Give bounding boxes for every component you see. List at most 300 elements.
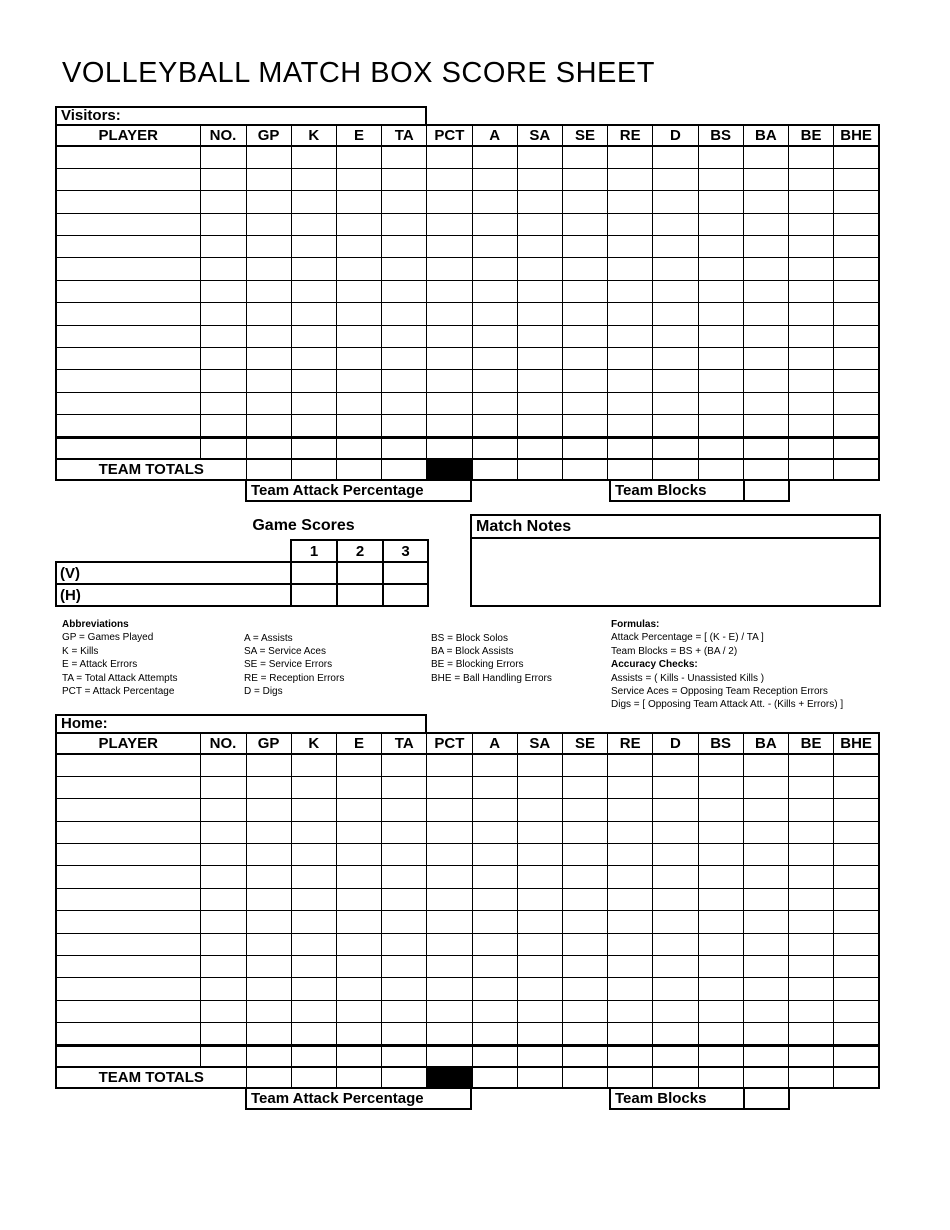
stat-cell: [698, 146, 743, 168]
stat-cell: [562, 258, 607, 280]
stat-cell: [291, 799, 336, 821]
stat-cell: [246, 776, 291, 798]
stat-cell: [472, 213, 517, 235]
column-header-be: BE: [788, 733, 833, 754]
stat-cell: [336, 303, 381, 325]
stat-cell: [472, 325, 517, 347]
stat-cell: [834, 933, 879, 955]
stat-cell: [291, 866, 336, 888]
stat-cell: [291, 1045, 336, 1067]
stats-header-row: [56, 125, 879, 146]
stat-cell: [698, 776, 743, 798]
stat-cell: [200, 392, 246, 414]
stat-cell: [788, 392, 833, 414]
stat-cell: [427, 348, 472, 370]
stat-cell: [472, 933, 517, 955]
stat-cell: [336, 168, 381, 190]
total-cell: [653, 1067, 698, 1088]
stat-cell: [517, 280, 562, 302]
stat-cell: [200, 844, 246, 866]
stat-cell: [788, 1045, 833, 1067]
stat-cell: [472, 866, 517, 888]
stat-cell: [246, 325, 291, 347]
stat-cell: [427, 888, 472, 910]
stat-cell: [698, 821, 743, 843]
stat-cell: [382, 258, 427, 280]
player-name-cell: [56, 866, 200, 888]
column-header-ta: TA: [382, 125, 427, 146]
stat-cell: [743, 1000, 788, 1022]
stat-cell: [200, 956, 246, 978]
home-row-label: (H): [56, 584, 291, 606]
stat-cell: [382, 392, 427, 414]
stat-cell: [382, 844, 427, 866]
stat-cell: [382, 888, 427, 910]
total-cell: [382, 1067, 427, 1088]
stat-cell: [200, 213, 246, 235]
stat-cell: [834, 799, 879, 821]
stat-cell: [382, 325, 427, 347]
stat-cell: [427, 978, 472, 1000]
stat-cell: [743, 258, 788, 280]
stat-cell: [653, 437, 698, 459]
stat-cell: [562, 956, 607, 978]
stat-cell: [562, 437, 607, 459]
stat-cell: [246, 956, 291, 978]
player-row: [56, 236, 879, 258]
stat-cell: [472, 844, 517, 866]
player-row: [56, 821, 879, 843]
total-cell: [788, 459, 833, 480]
stat-cell: [562, 933, 607, 955]
stat-cell: [382, 1000, 427, 1022]
stat-cell: [788, 888, 833, 910]
stat-cell: [653, 392, 698, 414]
match-notes-title: Match Notes: [472, 516, 879, 539]
stat-cell: [517, 325, 562, 347]
player-name-cell: [56, 1000, 200, 1022]
abbreviation-line: E = Attack Errors: [62, 659, 138, 671]
stat-cell: [698, 844, 743, 866]
stat-cell: [743, 866, 788, 888]
player-row: [56, 1023, 879, 1045]
stat-cell: [788, 348, 833, 370]
accuracy-check-line: Service Aces = Opposing Team Reception Errors: [611, 686, 828, 698]
stat-cell: [472, 168, 517, 190]
stat-cell: [653, 348, 698, 370]
stat-cell: [608, 146, 653, 168]
stat-cell: [698, 933, 743, 955]
stat-cell: [608, 978, 653, 1000]
stat-cell: [517, 348, 562, 370]
stat-cell: [427, 303, 472, 325]
team-blocks-label: Team Blocks: [609, 479, 745, 502]
stat-cell: [608, 191, 653, 213]
player-row: [56, 280, 879, 302]
stat-cell: [698, 956, 743, 978]
column-header-player: PLAYER: [56, 125, 200, 146]
stat-cell: [653, 191, 698, 213]
player-name-cell: [56, 415, 200, 437]
stat-cell: [427, 437, 472, 459]
stat-cell: [291, 1023, 336, 1045]
stat-cell: [743, 1023, 788, 1045]
stat-cell: [653, 213, 698, 235]
stat-cell: [517, 933, 562, 955]
stat-cell: [336, 325, 381, 347]
stat-cell: [608, 325, 653, 347]
stat-cell: [788, 168, 833, 190]
stat-cell: [336, 1045, 381, 1067]
stat-cell: [200, 911, 246, 933]
game-scores-header-spacer: [56, 540, 291, 562]
stat-cell: [788, 799, 833, 821]
stat-cell: [653, 844, 698, 866]
stat-cell: [834, 280, 879, 302]
stat-cell: [336, 348, 381, 370]
stat-cell: [608, 303, 653, 325]
player-name-cell: [56, 888, 200, 910]
stat-cell: [698, 1045, 743, 1067]
stat-cell: [472, 776, 517, 798]
stat-cell: [382, 437, 427, 459]
stat-cell: [246, 303, 291, 325]
stat-cell: [291, 888, 336, 910]
stat-cell: [200, 303, 246, 325]
stat-cell: [427, 799, 472, 821]
stat-cell: [608, 776, 653, 798]
player-row: [56, 415, 879, 437]
column-header-bs: BS: [698, 733, 743, 754]
player-row: [56, 754, 879, 776]
stat-cell: [608, 280, 653, 302]
stat-cell: [427, 236, 472, 258]
stat-cell: [788, 280, 833, 302]
stat-cell: [200, 799, 246, 821]
column-header-ba: BA: [743, 125, 788, 146]
player-name-cell: [56, 325, 200, 347]
stat-cell: [608, 821, 653, 843]
team-blocks-value-cell: [743, 1087, 790, 1110]
stat-cell: [427, 191, 472, 213]
stat-cell: [698, 415, 743, 437]
stat-cell: [246, 978, 291, 1000]
player-name-cell: [56, 146, 200, 168]
player-row: [56, 370, 879, 392]
stat-cell: [698, 325, 743, 347]
visitors-label: Visitors:: [55, 106, 427, 124]
stat-cell: [246, 754, 291, 776]
visitors-summary-row: [55, 481, 881, 504]
stat-cell: [562, 821, 607, 843]
stat-cell: [200, 754, 246, 776]
player-row: [56, 911, 879, 933]
stat-cell: [834, 146, 879, 168]
stat-cell: [743, 888, 788, 910]
stat-cell: [336, 933, 381, 955]
player-name-cell: [56, 370, 200, 392]
stat-cell: [788, 1023, 833, 1045]
stat-cell: [743, 392, 788, 414]
stat-cell: [608, 236, 653, 258]
visitors-stats-table: [55, 124, 880, 481]
stat-cell: [291, 236, 336, 258]
stat-cell: [427, 415, 472, 437]
stat-cell: [517, 888, 562, 910]
stat-cell: [834, 303, 879, 325]
stat-cell: [291, 392, 336, 414]
score-cell: [337, 562, 383, 584]
stat-cell: [698, 866, 743, 888]
stat-cell: [427, 1023, 472, 1045]
stat-cell: [698, 191, 743, 213]
stat-cell: [834, 821, 879, 843]
stat-cell: [653, 754, 698, 776]
stat-cell: [382, 191, 427, 213]
stat-cell: [834, 258, 879, 280]
player-row: [56, 325, 879, 347]
stat-cell: [788, 933, 833, 955]
stat-cell: [427, 280, 472, 302]
player-row: [56, 258, 879, 280]
stat-cell: [291, 821, 336, 843]
stat-cell: [517, 415, 562, 437]
stat-cell: [291, 415, 336, 437]
stat-cell: [834, 978, 879, 1000]
stat-cell: [382, 754, 427, 776]
score-cell: [291, 562, 337, 584]
player-name-cell: [56, 978, 200, 1000]
stat-cell: [743, 1045, 788, 1067]
stat-cell: [291, 280, 336, 302]
stat-cell: [517, 844, 562, 866]
player-name-cell: [56, 933, 200, 955]
total-cell: [382, 459, 427, 480]
stat-cell: [517, 799, 562, 821]
stat-cell: [472, 821, 517, 843]
team-attack-percentage-box: Team Attack Percentage: [245, 479, 472, 502]
column-header-pct: PCT: [427, 125, 472, 146]
player-name-cell: [56, 1045, 200, 1067]
stat-cell: [336, 146, 381, 168]
stat-cell: [472, 415, 517, 437]
player-name-cell: [56, 236, 200, 258]
abbreviation-line: GP = Games Played: [62, 632, 154, 644]
stat-cell: [562, 236, 607, 258]
player-name-cell: [56, 1023, 200, 1045]
stat-cell: [517, 1000, 562, 1022]
team-totals-label: TEAM TOTALS: [56, 1067, 246, 1088]
total-cell: [517, 1067, 562, 1088]
visitor-scores-row: [56, 562, 428, 584]
stat-cell: [246, 392, 291, 414]
column-header-sa: SA: [517, 733, 562, 754]
home-section: [55, 714, 881, 1112]
stat-cell: [472, 258, 517, 280]
stat-cell: [291, 1000, 336, 1022]
abbreviations-column-2: [244, 632, 344, 699]
stat-cell: [698, 799, 743, 821]
stat-cell: [562, 1045, 607, 1067]
column-header-ba: BA: [743, 733, 788, 754]
player-row: [56, 933, 879, 955]
stat-cell: [382, 978, 427, 1000]
stat-cell: [336, 191, 381, 213]
abbreviations-column-3: [431, 632, 552, 686]
stat-cell: [562, 280, 607, 302]
stat-cell: [608, 933, 653, 955]
stat-cell: [743, 754, 788, 776]
stat-cell: [291, 146, 336, 168]
stat-cell: [200, 1045, 246, 1067]
stat-cell: [246, 799, 291, 821]
team-blocks-value-cell: [743, 479, 790, 502]
score-cell: [337, 584, 383, 606]
stat-cell: [336, 370, 381, 392]
stat-cell: [743, 213, 788, 235]
stat-cell: [246, 370, 291, 392]
stat-cell: [291, 348, 336, 370]
stat-cell: [472, 437, 517, 459]
stat-cell: [517, 213, 562, 235]
stat-cell: [472, 303, 517, 325]
stat-cell: [743, 844, 788, 866]
player-name-cell: [56, 303, 200, 325]
stat-cell: [472, 1023, 517, 1045]
stat-cell: [472, 236, 517, 258]
stat-cell: [382, 911, 427, 933]
stat-cell: [834, 437, 879, 459]
stat-cell: [743, 821, 788, 843]
stat-cell: [834, 213, 879, 235]
stat-cell: [472, 392, 517, 414]
score-cell: [383, 562, 428, 584]
match-notes-section: [470, 514, 881, 607]
stat-cell: [608, 258, 653, 280]
player-name-cell: [56, 844, 200, 866]
player-row: [56, 213, 879, 235]
stat-cell: [382, 799, 427, 821]
stat-cell: [382, 956, 427, 978]
player-row: [56, 866, 879, 888]
column-header-be: BE: [788, 125, 833, 146]
column-header-no: NO.: [200, 733, 246, 754]
stat-cell: [608, 754, 653, 776]
player-row: [56, 392, 879, 414]
stat-cell: [246, 1045, 291, 1067]
game-1-column-header: 1: [291, 540, 337, 562]
stat-cell: [382, 415, 427, 437]
stat-cell: [427, 213, 472, 235]
stat-cell: [382, 348, 427, 370]
stat-cell: [743, 933, 788, 955]
stat-cell: [608, 370, 653, 392]
stat-cell: [336, 415, 381, 437]
stat-cell: [788, 370, 833, 392]
stat-cell: [743, 236, 788, 258]
stat-cell: [382, 280, 427, 302]
visitors-table-host: [55, 124, 881, 481]
stat-cell: [200, 370, 246, 392]
team-totals-label: TEAM TOTALS: [56, 459, 246, 480]
total-cell: [336, 1067, 381, 1088]
column-header-bhe: BHE: [834, 733, 879, 754]
stat-cell: [517, 370, 562, 392]
stat-cell: [608, 956, 653, 978]
stat-cell: [382, 370, 427, 392]
stat-cell: [608, 392, 653, 414]
abbreviation-line: RE = Reception Errors: [244, 672, 345, 684]
stat-cell: [698, 258, 743, 280]
stat-cell: [246, 888, 291, 910]
column-header-gp: GP: [246, 125, 291, 146]
stat-cell: [562, 776, 607, 798]
stat-cell: [743, 303, 788, 325]
stat-cell: [517, 191, 562, 213]
stat-cell: [246, 236, 291, 258]
total-cell: [788, 1067, 833, 1088]
stat-cell: [698, 1000, 743, 1022]
stat-cell: [472, 348, 517, 370]
stat-cell: [382, 866, 427, 888]
stat-cell: [472, 1045, 517, 1067]
stat-cell: [291, 437, 336, 459]
player-name-cell: [56, 754, 200, 776]
stat-cell: [562, 911, 607, 933]
stat-cell: [653, 866, 698, 888]
stat-cell: [788, 437, 833, 459]
stat-cell: [608, 888, 653, 910]
stat-cell: [427, 911, 472, 933]
stat-cell: [200, 776, 246, 798]
player-name-cell: [56, 799, 200, 821]
stat-cell: [743, 146, 788, 168]
column-header-e: E: [336, 125, 381, 146]
formula-line: Team Blocks = BS + (BA / 2): [611, 645, 738, 657]
stat-cell: [653, 1045, 698, 1067]
total-cell: [246, 459, 291, 480]
column-header-bhe: BHE: [834, 125, 879, 146]
column-header-k: K: [291, 733, 336, 754]
abbreviation-line: TA = Total Attack Attempts: [62, 672, 178, 684]
stat-cell: [562, 146, 607, 168]
stat-cell: [653, 415, 698, 437]
stat-cell: [653, 146, 698, 168]
stat-cell: [698, 236, 743, 258]
stat-cell: [562, 754, 607, 776]
page-title: VOLLEYBALL MATCH BOX SCORE SHEET: [62, 57, 655, 89]
stat-cell: [562, 844, 607, 866]
stat-cell: [834, 370, 879, 392]
score-cell: [291, 584, 337, 606]
player-row: [56, 1000, 879, 1022]
stat-cell: [834, 392, 879, 414]
stat-cell: [562, 392, 607, 414]
stat-cell: [608, 1045, 653, 1067]
stat-cell: [427, 146, 472, 168]
stat-cell: [743, 280, 788, 302]
stat-cell: [562, 191, 607, 213]
stat-cell: [336, 258, 381, 280]
stat-cell: [472, 280, 517, 302]
column-header-no: NO.: [200, 125, 246, 146]
stat-cell: [653, 1000, 698, 1022]
column-header-d: D: [653, 125, 698, 146]
player-row: [56, 168, 879, 190]
stat-cell: [653, 370, 698, 392]
stat-cell: [472, 146, 517, 168]
player-row: [56, 978, 879, 1000]
